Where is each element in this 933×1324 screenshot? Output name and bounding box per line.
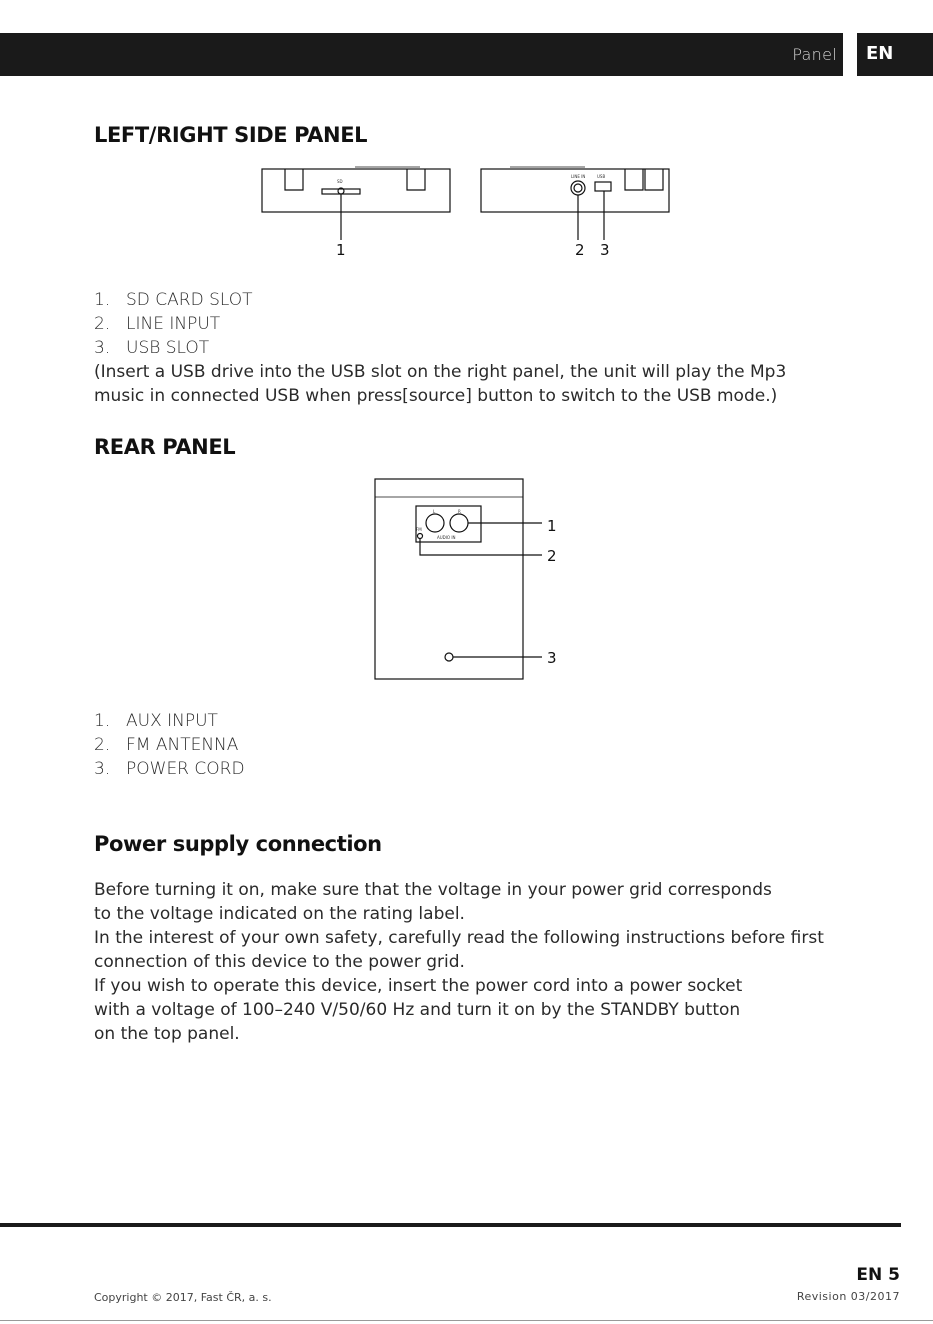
item-label: FM ANTENNA <box>126 735 239 755</box>
callout-2: 2 <box>575 241 585 259</box>
item-number: 3. <box>94 759 111 779</box>
line-in-label: LINE IN <box>571 174 586 179</box>
side-panel-list <box>94 288 253 360</box>
item-label: POWER CORD <box>126 759 245 779</box>
sd-label: SD <box>337 179 343 184</box>
list-item <box>94 757 245 781</box>
copyright-notice: Copyright © 2017, Fast ČR, a. s. <box>94 1291 272 1304</box>
rear-callout-1: 1 <box>547 517 557 535</box>
power-supply-body: Before turning it on, make sure that the voltage in your power grid corresponds to the voltage indicated on the rating label. In the interest of your own safety, carefully read the following instructions before first connection of this device to the power grid. If you wish to operate this device, insert the power cord into a power socket with a voltage of 100–240 V/50/60 Hz and turn it on by the STANDBY button on the top panel. <box>94 880 824 1044</box>
list-item <box>94 336 253 360</box>
list-item <box>94 709 245 733</box>
item-number: 2. <box>94 314 111 334</box>
item-label: AUX INPUT <box>126 711 218 731</box>
jack-right-label: R <box>458 509 461 514</box>
sd-slot-drawing <box>322 189 360 194</box>
usb-note: (Insert a USB drive into the USB slot on the right panel, the unit will play the Mp3 music in connected USB when press[source] button to switch to the USB mode.) <box>94 362 787 406</box>
item-number: 3. <box>94 338 111 358</box>
rear-panel-list <box>94 709 245 781</box>
fm-antenna-drawing <box>418 534 423 539</box>
side-panel-diagram <box>255 160 675 260</box>
section-label: Panel <box>792 45 837 64</box>
rear-callout-3: 3 <box>547 649 557 667</box>
side-panel-title: LEFT/RIGHT SIDE PANEL <box>94 123 368 147</box>
rear-panel-diagram <box>370 475 570 685</box>
line-in-jack-drawing <box>571 181 585 195</box>
callout-3: 3 <box>600 241 610 259</box>
list-item <box>94 312 253 336</box>
footer-divider <box>0 1223 901 1227</box>
callout-1: 1 <box>336 241 346 259</box>
list-item <box>94 733 245 757</box>
item-number: 2. <box>94 735 111 755</box>
power-supply-title: Power supply connection <box>94 832 382 856</box>
aux-right-jack-drawing <box>450 514 468 532</box>
power-cord-drawing <box>445 653 453 661</box>
item-label: SD CARD SLOT <box>126 290 253 310</box>
list-item <box>94 288 253 312</box>
item-number: 1. <box>94 290 111 310</box>
audio-in-label: AUDIO IN <box>437 535 456 540</box>
left-side-panel-drawing <box>262 167 450 240</box>
aux-left-jack-drawing <box>426 514 444 532</box>
jack-left-label: L <box>433 509 436 514</box>
page-number: EN 5 <box>856 1265 900 1285</box>
usb-slot-drawing <box>595 182 611 191</box>
language-label: EN <box>866 43 894 64</box>
item-label: USB SLOT <box>126 338 210 358</box>
header-bar <box>0 33 843 76</box>
item-label: LINE INPUT <box>126 314 221 334</box>
rear-callout-2: 2 <box>547 547 557 565</box>
usb-label: USB <box>597 174 606 179</box>
language-badge <box>857 33 933 76</box>
rear-panel-title: REAR PANEL <box>94 435 236 459</box>
page-bottom-rule <box>0 1320 933 1321</box>
fm-label: FM <box>416 527 422 532</box>
revision-label: Revision 03/2017 <box>796 1290 900 1303</box>
item-number: 1. <box>94 711 111 731</box>
